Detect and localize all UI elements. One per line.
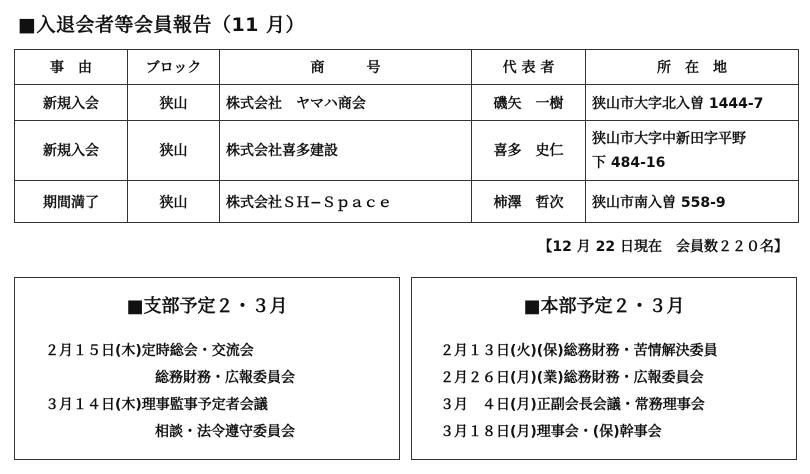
hq-schedule-box: [411, 277, 797, 460]
header-reason: 事 由: [15, 50, 128, 85]
cell-representative: 喜多 史仁: [472, 121, 586, 181]
cell-address: [586, 181, 799, 223]
header-block: ブロック: [128, 50, 220, 85]
cell-block: 狭山: [128, 181, 220, 223]
branch-schedule-item: ３月１４日(木)理事監事予定者会議: [45, 397, 268, 413]
table-row: [15, 85, 799, 121]
address-line: 下 484-16: [592, 154, 666, 171]
hq-schedule-item: ３月 ４日(月)正副会長会議・常務理事会: [440, 397, 705, 413]
branch-schedule-box: [14, 277, 400, 460]
branch-schedule-item: ２月１５日(木)定時総会・交流会: [45, 343, 254, 359]
cell-representative: 磯矢 一樹: [472, 85, 586, 121]
hq-schedule-item: ３月１８日(月)理事会・(保)幹事会: [440, 424, 662, 440]
address-line: 狭山市南入曽 558-9: [592, 194, 726, 211]
branch-schedule-title: ■支部予定２・３月: [126, 296, 288, 317]
address-line: 狭山市大字北入曽 1444-7: [592, 95, 764, 112]
cell-reason: 新規入会: [15, 85, 128, 121]
cell-company: 株式会社ＳＨ−Ｓｐａｃｅ: [220, 181, 472, 223]
member-count-note: 【12 月 22 日現在 会員数２２０名】: [538, 239, 788, 255]
address-line: 狭山市大字中新田字平野: [592, 130, 746, 147]
cell-company: 株式会社喜多建設: [220, 121, 472, 181]
hq-schedule-item: ２月１３日(火)(保)総務財務・苦情解決委員: [440, 343, 718, 359]
table-row: [15, 181, 799, 223]
header-representative: 代 表 者: [472, 50, 586, 85]
header-company: 商 号: [220, 50, 472, 85]
branch-schedule-item: 総務財務・広報委員会: [155, 370, 295, 386]
cell-reason: 期間満了: [15, 181, 128, 223]
table-header-row: [15, 50, 799, 85]
table-row: [15, 121, 799, 181]
cell-address: [586, 121, 799, 181]
page-title: ■入退会者等会員報告（11 月）: [18, 14, 306, 36]
header-address: 所 在 地: [586, 50, 799, 85]
cell-block: 狭山: [128, 85, 220, 121]
cell-address: [586, 85, 799, 121]
hq-schedule-item: ２月２６日(月)(業)総務財務・広報委員会: [440, 370, 704, 386]
hq-schedule-title: ■本部予定２・３月: [523, 296, 685, 317]
cell-company: 株式会社 ヤマハ商会: [220, 85, 472, 121]
cell-reason: 新規入会: [15, 121, 128, 181]
branch-schedule-item: 相談・法令遵守委員会: [155, 424, 295, 440]
cell-block: 狭山: [128, 121, 220, 181]
member-report-table: [14, 49, 799, 223]
cell-representative: 柿澤 哲次: [472, 181, 586, 223]
